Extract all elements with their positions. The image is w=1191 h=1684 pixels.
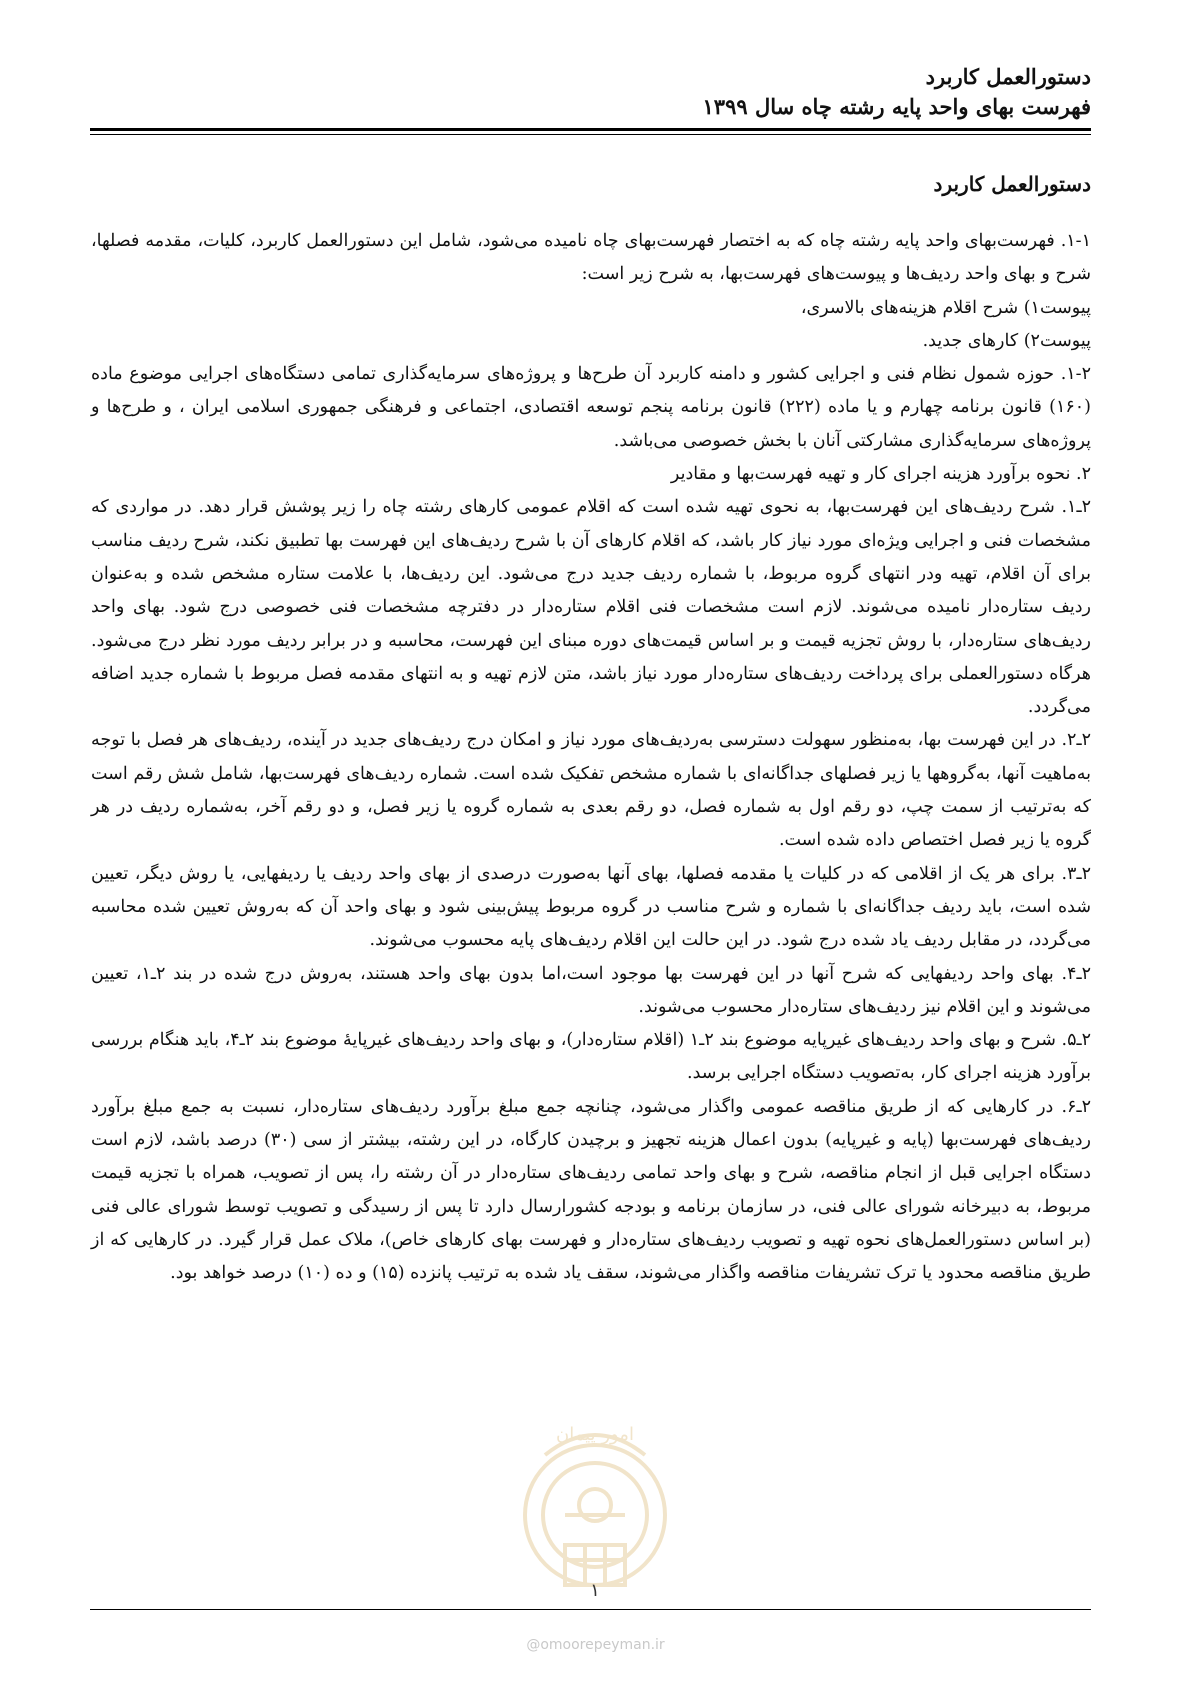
body-text	[91, 225, 1091, 1291]
paragraph-2-6: ۲ـ۶. در کارهایی که از طریق مناقصه عمومی واگذار می‌شود، چنانچه جمع مبلغ برآورد ردیف‌های ستاره‌دار، نسبت به جمع مبلغ برآورد ردیف‌های فهرست‌بها (پایه و غیرپایه) بدون اعمال هزینه تجهیز و برچیدن کارگاه، در این رشته، بیشتر از سی (۳۰) درصد باشد، لازم است دستگاه اجرایی قبل از انجام مناقصه، شرح و بهای واحد تمامی ردیف‌های ستاره‌دار در آن رشته را، پس از تصویب، همراه با تجزیه قیمت مربوط، به دبیرخانه شورای عالی فنی، در سازمان برنامه و بودجه کشورارسال دارد تا پس از رسیدگی و تصویب توسط شورای عالی فنی (بر اساس دستورالعمل‌های نحوه تهیه و تصویب ردیف‌های ستاره‌دار و فهرست بهای کارهای خاص)، ملاک عمل قرار گیرد. در کارهایی که از طریق مناقصه محدود یا ترک تشریفات مناقصه واگذار می‌شوند، سقف یاد شده به ترتیب پانزده (۱۵) و ده (۱۰) درصد خواهد بود.	[91, 1096, 1091, 1284]
paragraph-2-5: ۲ـ۵. شرح و بهای واحد ردیف‌های غیرپایه موضوع بند ۲ـ۱ (اقلام ستاره‌دار)، و بهای واحد ردیف‌های غیرپایهٔ موضوع بند ۲ـ۴، باید هنگام بررسی برآورد هزینه اجرای کار، به‌تصویب دستگاه اجرایی برسد.	[91, 1030, 1092, 1084]
paragraph-2-3: ۲ـ۳. برای هر یک از اقلامی که در کلیات یا مقدمه فصلها، بهای آنها به‌صورت درصدی از بهای واحد ردیف یا ردیفهایی، یا روش دیگر، تعیین شده است، باید ردیف جداگانه‌ای با شماره و شرح مناسب در گروه مربوط پیش‌بینی شود و بهای واحد آن که به‌روش تعیین شده محاسبه می‌گردد، در مقابل ردیف یاد شده درج شود. در این حالت این اقلام ردیف‌های پایه محسوب می‌شوند.	[91, 863, 1091, 951]
footer-rule	[90, 1609, 1091, 1610]
header-rule-thin	[90, 134, 1091, 135]
paragraph-appendix-1: پیوست۱) شرح اقلام هزینه‌های بالاسری،	[800, 297, 1091, 318]
header-title: دستورالعمل کاربرد	[925, 64, 1091, 89]
page-header	[91, 62, 1091, 122]
paragraph-1-2: ۱-۲. حوزه شمول نظام فنی و اجرایی کشور و دامنه کاربرد آن طرح‌ها و پروژه‌های سرمایه‌گذاری تمامی دستگاه‌های اجرایی موضوع ماده (۱۶۰) قانون برنامه چهارم و یا ماده (۲۲۲) قانون برنامه پنجم توسعه اقتصادی، اجتماعی و فرهنگی جمهوری اسلامی ایران ، و طرح‌ها و پروژه‌های سرمایه‌گذاری مشارکتی آنان با بخش خصوصی می‌باشد.	[91, 364, 1091, 451]
paragraph-2-heading: ۲. نحوه برآورد هزینه اجرای کار و تهیه فهرست‌بها و مقادیر	[670, 464, 1091, 485]
paragraph-2-1: ۲ـ۱. شرح ردیف‌های این فهرست‌بها، به نحوی تهیه شده است که اقلام عمومی کارهای رشته چاه را زیر پوشش قرار دهد. در مواردی که مشخصات فنی و اجرایی ویژه‌ای مورد نیاز کار باشد، که اقلام کارهای آن با شرح ردیف‌های این فهرست بها تطبیق نکند، شرح ردیف مناسب برای آن اقلام، تهیه ودر انتهای گروه مربوط، با شماره ردیف جدید درج می‌شود. این ردیف‌ها، با علامت ستاره مشخص شده و به‌عنوان ردیف ستاره‌دار نامیده می‌شوند. لازم است مشخصات فنی اقلام ستاره‌دار در دفترچه مشخصات فنی خصوصی درج شود. بهای واحد ردیف‌های ستاره‌دار، با روش تجزیه قیمت و بر اساس قیمت‌های دوره مبنای این فهرست، محاسبه و در برابر ردیف مورد نظر درج می‌شود. هرگاه دستورالعملی برای پرداخت ردیف‌های ستاره‌دار مورد نیاز باشد، متن لازم تهیه و به انتهای مقدمه فصل مربوط با شماره جدید اضافه می‌گردد.	[91, 497, 1091, 718]
watermark-text: امور پیمان	[556, 1424, 634, 1445]
paragraph-1-1: ۱-۱. فهرست‌بهای واحد پایه رشته چاه که به اختصار فهرست‌بهای چاه نامیده می‌شود، شامل این دستورالعمل کاربرد، کلیات، مقدمه فصلها، شرح و بهای واحد ردیف‌ها و پیوست‌های فهرست‌بها، به شرح زیر است:	[91, 231, 1091, 285]
section-title: دستورالعمل کاربرد	[933, 172, 1091, 196]
paragraph-2-4: ۲ـ۴. بهای واحد ردیفهایی که شرح آنها در این فهرست بها موجود است،اما بدون بهای واحد هستند، به‌روش درج شده در بند ۲ـ۱، تعیین می‌شوند و این اقلام نیز ردیف‌های ستاره‌دار محسوب می‌شوند.	[91, 963, 1091, 1017]
header-subtitle: فهرست بهای واحد پایه رشته چاه سال ۱۳۹۹	[702, 94, 1091, 119]
page-number: ۱	[590, 1580, 600, 1601]
paragraph-appendix-2: پیوست۲) کارهای جدید.	[922, 330, 1091, 351]
header-rule-thick	[90, 128, 1091, 131]
paragraph-2-2: ۲ـ۲. در این فهرست بها، به‌منظور سهولت دسترسی به‌ردیف‌های مورد نیاز و امکان درج ردیف‌های جدید در آینده، ردیف‌های هر فصل با توجه به‌ماهیت آنها، به‌گروهها یا زیر فصلهای جداگانه‌ای با شماره مشخص تفکیک شده است. شماره ردیف‌های فهرست‌بها، شامل شش رقم است که به‌ترتیب از سمت چپ، دو رقم اول به شماره فصل، دو رقم بعدی به شماره گروه یا زیر فصل، و دو رقم آخر، به‌شماره ردیف در هر گروه یا زیر فصل اختصاص داده شده است.	[91, 730, 1091, 851]
footer-handle: @omoorepeyman.ir	[526, 1637, 665, 1653]
